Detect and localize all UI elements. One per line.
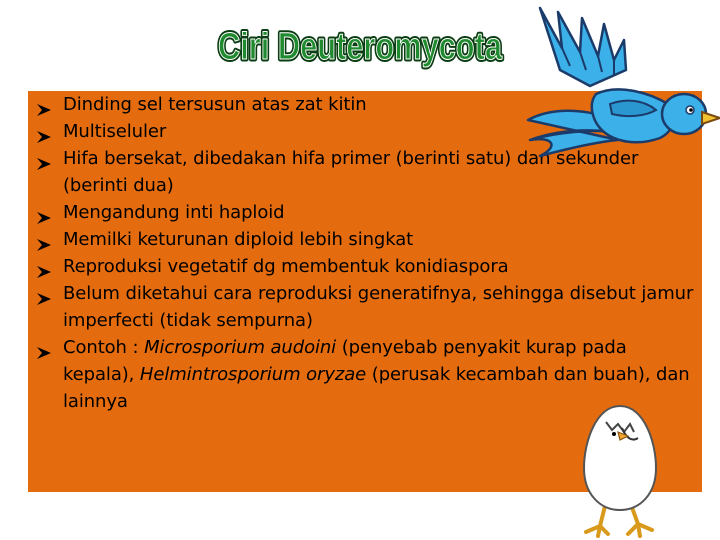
title-text: Ciri Deuteromycota (218, 26, 503, 68)
bullet-text: Mengandung inti haploid (63, 202, 285, 223)
bullet-text: Dinding sel tersusun atas zat kitin (63, 94, 367, 115)
arrow-bullet-icon (36, 152, 52, 166)
title-text-outline: Ciri Deuteromycota (218, 26, 503, 68)
bullet-text-part: (penyebab penyakit kurap pada kepala), (63, 337, 627, 385)
arrow-bullet-icon (36, 341, 52, 355)
hatching-egg-icon (572, 398, 668, 540)
species-name: Microsporium audoini (144, 337, 337, 358)
arrow-bullet-icon (36, 206, 52, 220)
arrow-bullet-icon (36, 98, 52, 112)
bullet-text: Hifa bersekat, dibedakan hifa primer (berinti satu) dan sekunder (berinti dua) (63, 148, 639, 196)
arrow-bullet-icon (36, 233, 52, 247)
bullet-text-part: Contoh : (63, 337, 145, 358)
arrow-bullet-icon (36, 260, 52, 274)
bullet-item (36, 280, 696, 334)
bird-icon (500, 0, 720, 170)
bullet-text: Multiseluler (63, 121, 167, 142)
bullet-text: Memilki keturunan diploid lebih singkat (63, 229, 414, 250)
bullet-item (36, 226, 696, 253)
arrow-bullet-icon (36, 287, 52, 301)
bullet-text: Belum diketahui cara reproduksi generatifnya, sehingga disebut jamur imperfecti (tidak sempurna) (63, 283, 694, 331)
species-name: Helmintrosporium oryzae (139, 364, 367, 385)
bullet-text-part: (perusak kecambah dan buah), dan lainnya (63, 364, 690, 412)
arrow-bullet-icon (36, 125, 52, 139)
bullet-item (36, 199, 696, 226)
bullet-item (36, 253, 696, 280)
slide-title (210, 8, 510, 78)
bullet-text: Reproduksi vegetatif dg membentuk konidiaspora (63, 256, 509, 277)
